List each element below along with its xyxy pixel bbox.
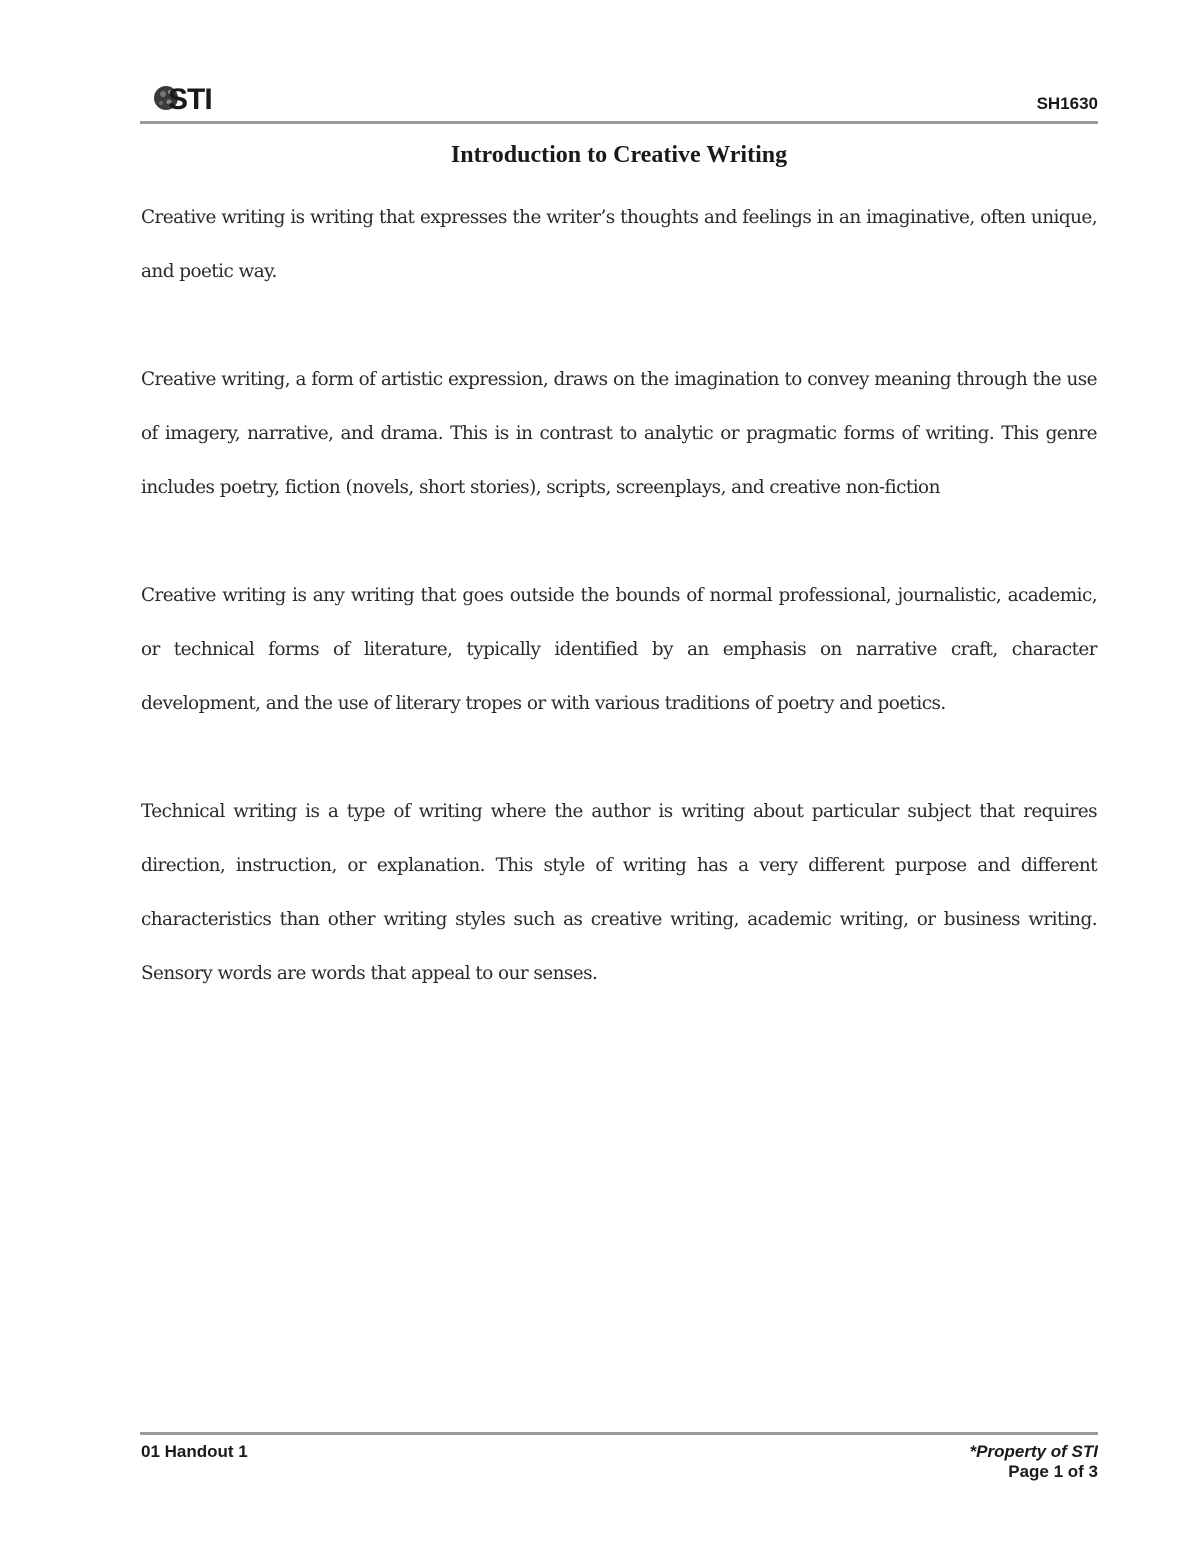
document-title: Introduction to Creative Writing bbox=[450, 142, 788, 168]
document-code: SH1630 bbox=[1036, 94, 1098, 113]
footer-right bbox=[970, 1442, 1098, 1482]
document-body bbox=[141, 191, 1097, 1001]
sti-logo bbox=[152, 78, 232, 118]
header-divider bbox=[140, 121, 1098, 124]
footer-divider bbox=[140, 1432, 1098, 1435]
paragraph: Creative writing, a form of artistic expression, draws on the imagination to convey meaning through the use of imagery, narrative, and drama. This is in contrast to analytic or pragmatic forms of writing. This genre includes poetry, fiction (novels, short stories), scripts, screenplays, and creative non-fiction bbox=[141, 369, 1097, 498]
property-notice: *Property of STI bbox=[969, 1442, 1098, 1461]
handout-label: 01 Handout 1 bbox=[141, 1442, 248, 1461]
svg-text:STI: STI bbox=[168, 83, 212, 116]
page-header bbox=[140, 72, 1098, 124]
page-number: Page 1 of 3 bbox=[1008, 1462, 1098, 1481]
paragraph: Creative writing is any writing that goes outside the bounds of normal professional, journalistic, academic, or technical forms of literature, typically identified by an emphasis on narrative craft, character development, and the use of literary tropes or with various traditions of poetry and poetics. bbox=[141, 585, 1097, 714]
paragraph: Creative writing is writing that expresses the writer’s thoughts and feelings in an imaginative, often unique, and poetic way. bbox=[141, 207, 1097, 282]
paragraph: Technical writing is a type of writing where the author is writing about particular subject that requires direction, instruction, or explanation. This style of writing has a very different purpose and different characteristics than other writing styles such as creative writing, academic writing, or business writing. Sensory words are words that appeal to our senses. bbox=[141, 801, 1097, 984]
